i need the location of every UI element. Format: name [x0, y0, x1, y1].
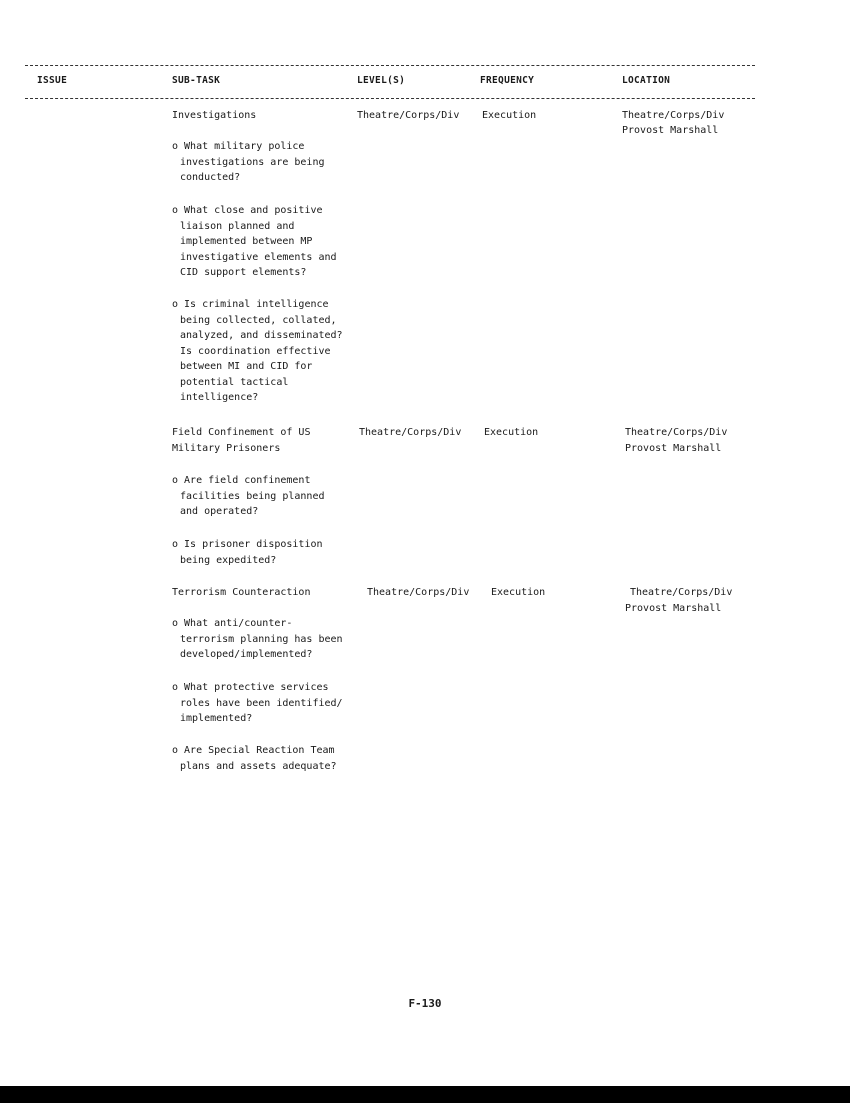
question-line: o Are field confinement: [172, 475, 311, 486]
page-number: F-130: [408, 997, 442, 1010]
row-3-question-1: [172, 616, 362, 663]
row-3-frequency: Execution: [491, 587, 546, 598]
row-3-location-line-2: Provost Marshall: [625, 603, 722, 614]
question-line: o Is prisoner disposition: [172, 539, 323, 550]
row-2-location-line-2: Provost Marshall: [625, 443, 722, 454]
row-1-frequency: Execution: [482, 110, 537, 121]
question-line: being collected, collated,: [180, 314, 337, 326]
row-3-subtask: Terrorism Counteraction: [172, 587, 311, 598]
row-3-level: Theatre/Corps/Div: [367, 587, 470, 598]
row-1-level: Theatre/Corps/Div: [357, 110, 460, 121]
row-1-question-1: [172, 139, 362, 186]
question-line: o What military police: [172, 141, 305, 152]
question-line: facilities being planned: [180, 490, 325, 502]
question-line: analyzed, and disseminated?: [180, 330, 343, 341]
row-1-question-2: [172, 203, 362, 281]
row-3-location-line-1: Theatre/Corps/Div: [630, 587, 733, 598]
row-1-location-line-2: Provost Marshall: [622, 125, 719, 136]
row-3-question-3: [172, 743, 362, 774]
question-line: plans and assets adequate?: [180, 760, 337, 772]
row-2-subtask-line-1: Field Confinement of US: [172, 427, 311, 438]
question-line: implemented?: [180, 713, 253, 724]
question-line: between MI and CID for: [180, 361, 313, 372]
question-line: investigative elements and: [180, 251, 337, 263]
top-dashed-rule: [25, 65, 755, 66]
row-2-question-2: [172, 537, 362, 568]
row-2-level: Theatre/Corps/Div: [359, 427, 462, 438]
question-line: investigations are being: [180, 156, 325, 168]
row-2-frequency: Execution: [484, 427, 539, 438]
row-3-question-2: [172, 680, 362, 727]
scan-edge-bar: [0, 1086, 850, 1103]
question-line: implemented between MP: [180, 236, 313, 247]
question-line: liaison planned and: [180, 220, 295, 232]
question-line: o Are Special Reaction Team: [172, 745, 335, 756]
question-line: Is coordination effective: [180, 345, 331, 357]
row-1-question-3: [172, 297, 362, 406]
question-line: intelligence?: [180, 392, 259, 403]
question-line: o What close and positive: [172, 205, 323, 216]
header-dashed-rule: [25, 98, 755, 99]
question-line: potential tactical: [180, 376, 289, 388]
row-1-subtask: Investigations: [172, 110, 257, 121]
row-2-location-line-1: Theatre/Corps/Div: [625, 427, 728, 438]
question-line: developed/implemented?: [180, 649, 313, 660]
question-line: CID support elements?: [180, 267, 307, 278]
row-2-question-1: [172, 473, 362, 520]
header-issue: ISSUE: [37, 75, 68, 86]
row-2-subtask-line-2: Military Prisoners: [172, 443, 281, 454]
header-levels: LEVEL(S): [357, 75, 406, 86]
question-line: roles have been identified/: [180, 697, 343, 709]
question-line: o What anti/counter-: [172, 618, 293, 629]
header-frequency: FREQUENCY: [480, 75, 535, 86]
question-line: o What protective services: [172, 682, 329, 693]
row-1-location-line-1: Theatre/Corps/Div: [622, 110, 725, 121]
question-line: o Is criminal intelligence: [172, 299, 329, 310]
question-line: conducted?: [180, 172, 241, 183]
question-line: being expedited?: [180, 554, 277, 566]
header-location: LOCATION: [622, 75, 671, 86]
header-subtask: SUB-TASK: [172, 75, 221, 86]
question-line: and operated?: [180, 506, 259, 517]
question-line: terrorism planning has been: [180, 633, 343, 645]
